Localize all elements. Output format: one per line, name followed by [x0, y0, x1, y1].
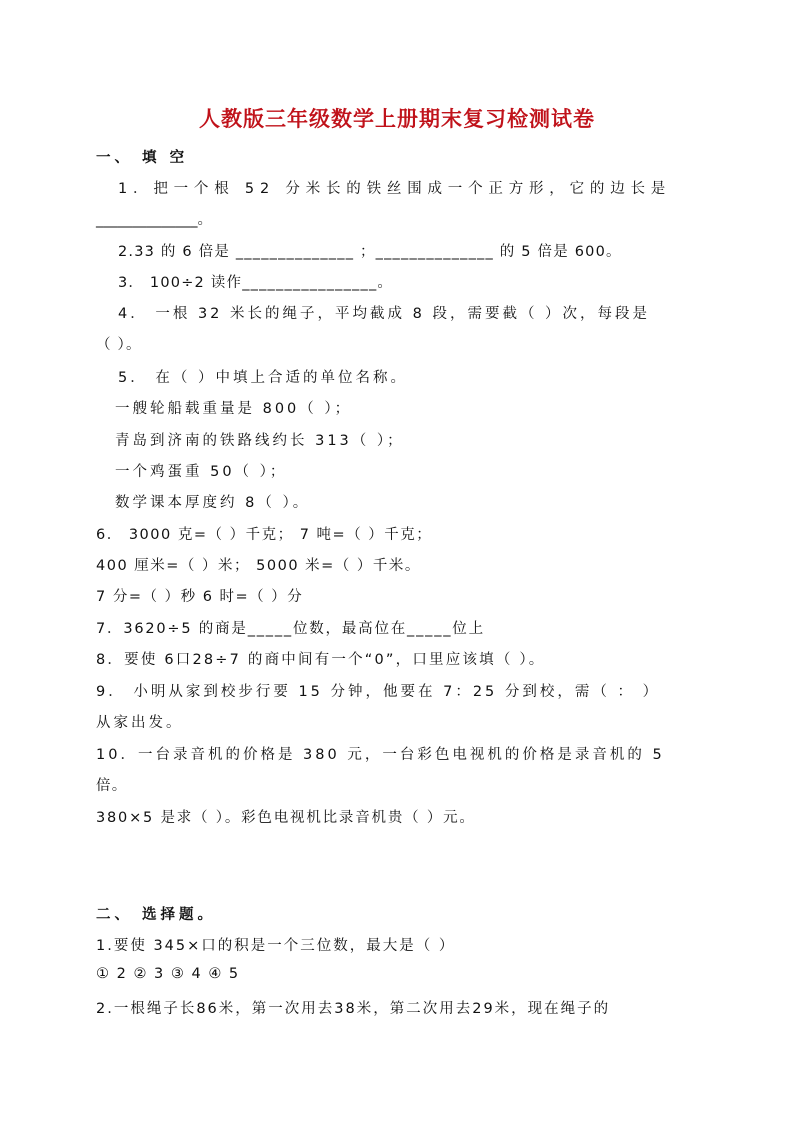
question-line: 3． 100÷2 读作________________。 — [118, 275, 394, 291]
question-line: 2.一根绳子长86米，第一次用去38米，第二次用去29米，现在绳子的 — [96, 1001, 611, 1017]
question-line: 400 厘米=（ ）米； 5000 米=（ ）千米。 — [96, 558, 421, 574]
question-line: 1.要使 345×口的积是一个三位数，最大是（ ） — [96, 938, 456, 954]
page-title: 人教版三年级数学上册期末复习检测试卷 — [199, 106, 595, 131]
question-line: 一个鸡蛋重 50（ ）； — [115, 464, 288, 480]
question-line: ______________。 — [96, 212, 212, 228]
question-line: 2.33 的 6 倍是 ______________ ；______________ 的 5 倍是 600。 — [118, 244, 622, 260]
question-line: 青岛到济南的铁路线约长 313（ ）； — [115, 433, 405, 449]
question-line: 7．3620÷5 的商是_____位数，最高位在_____位上 — [96, 621, 485, 637]
question-line: 10．一台录音机的价格是 380 元，一台彩色电视机的价格是录音机的 5 — [96, 747, 665, 763]
question-line: 一艘轮船载重量是 800（ ）； — [115, 401, 353, 417]
question-line: 9． 小明从家到校步行要 15 分钟，他要在 7：25 分到校，需（ ： ） — [96, 684, 661, 700]
question-line: 380×5 是求（ ）。彩色电视机比录音机贵（ ）元。 — [96, 810, 476, 826]
choice-options: ① 2 ② 3 ③ 4 ④ 5 — [96, 966, 240, 982]
question-line: 4． 一根 32 米长的绳子，平均截成 8 段，需要截（ ）次，每段是 — [118, 306, 651, 322]
section-heading-multiple-choice: 二、 选择题。 — [96, 907, 217, 923]
question-line: 数学课本厚度约 8（ ）。 — [115, 495, 311, 511]
question-line: 8．要使 6口28÷7 的商中间有一个“0”，口里应该填（ ）。 — [96, 652, 546, 668]
question-line: 7 分=（ ）秒 6 时=（ ）分 — [96, 589, 304, 605]
question-line: 从家出发。 — [96, 715, 184, 731]
question-line: 5． 在（ ）中填上合适的单位名称。 — [118, 370, 408, 386]
question-line: 1．把一个根 52 分米长的铁丝围成一个正方形，它的边长是 — [118, 181, 672, 197]
question-line: （ ）。 — [96, 337, 142, 353]
section-heading-fill-blanks: 一、 填 空 — [96, 150, 189, 166]
question-line: 倍。 — [96, 778, 128, 794]
question-line: 6． 3000 克=（ ）千克； 7 吨=（ ）千克； — [96, 527, 433, 543]
